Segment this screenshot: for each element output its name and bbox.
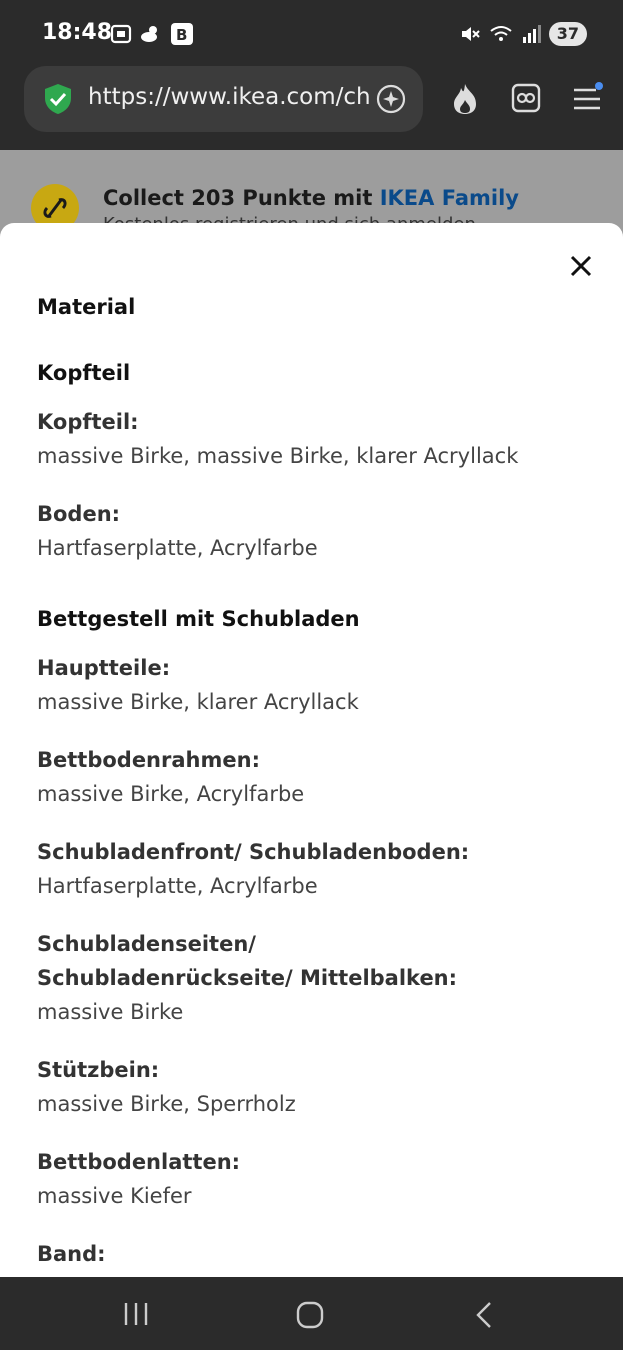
- address-bar[interactable]: [24, 66, 423, 132]
- shield-check-icon[interactable]: [42, 82, 74, 116]
- item-value: massive Birke, massive Birke, klarer Acryllack: [37, 444, 519, 468]
- item-value: massive Birke, Sperrholz: [37, 1092, 296, 1116]
- browser-toolbar: [0, 66, 623, 150]
- close-icon[interactable]: [568, 253, 594, 279]
- b-app-icon: [170, 22, 194, 46]
- group-kopfteil: [37, 361, 597, 565]
- status-right-icons: [459, 22, 587, 46]
- item-label: Bettbodenlatten:: [37, 1150, 241, 1174]
- url-text[interactable]: https://www.ikea.com/ch: [88, 84, 371, 110]
- item-label: Bettbodenrahmen:: [37, 748, 260, 772]
- battery-indicator: 37: [549, 22, 587, 46]
- list-item: [37, 835, 597, 903]
- item-value: massive Birke, Acrylfarbe: [37, 782, 305, 806]
- item-value: Hartfaserplatte, Acrylfarbe: [37, 536, 318, 560]
- item-label: Band:: [37, 1242, 106, 1266]
- promo-prefix: Collect 203 Punkte mit: [103, 186, 380, 210]
- item-value: massive Kiefer: [37, 1184, 192, 1208]
- promo-brand[interactable]: IKEA Family: [379, 186, 519, 210]
- tabs-infinity-icon[interactable]: [511, 82, 541, 114]
- svg-text:B: B: [176, 26, 188, 44]
- item-value: massive Birke: [37, 1000, 184, 1024]
- item-label: Boden:: [37, 502, 121, 526]
- status-bar: [0, 0, 623, 66]
- list-item: [37, 497, 597, 565]
- list-item: [37, 927, 597, 1029]
- list-item: [37, 1053, 597, 1121]
- screenshot-icon: [110, 23, 132, 45]
- sheet-content: [37, 295, 597, 1329]
- item-label: Hauptteile:: [37, 656, 171, 680]
- item-label: Schubladenseiten/ Schubladenrückseite/ Mittelbalken:: [37, 932, 458, 990]
- item-label: Schubladenfront/ Schubladenboden:: [37, 840, 470, 864]
- group-bettgestell: [37, 607, 597, 1305]
- back-icon[interactable]: [474, 1301, 496, 1329]
- status-left-icons: [110, 22, 194, 46]
- item-label: Kopfteil:: [37, 410, 139, 434]
- list-item: [37, 405, 597, 473]
- list-item: [37, 1145, 597, 1213]
- list-item: [37, 743, 597, 811]
- item-value: Hartfaserplatte, Acrylfarbe: [37, 874, 318, 898]
- weather-icon: [140, 23, 162, 45]
- mute-icon: [459, 23, 481, 45]
- group-title: Bettgestell mit Schubladen: [37, 607, 360, 631]
- item-value: massive Birke, klarer Acryllack: [37, 690, 359, 714]
- item-label: Stützbein:: [37, 1058, 160, 1082]
- material-sheet: [0, 223, 623, 1277]
- wifi-icon: [489, 23, 513, 45]
- system-nav-bar: [0, 1277, 623, 1350]
- section-title: Material: [37, 295, 136, 319]
- menu-icon[interactable]: [572, 82, 604, 114]
- list-item: [37, 651, 597, 719]
- group-title: Kopfteil: [37, 361, 131, 385]
- recent-apps-icon[interactable]: [122, 1301, 150, 1327]
- home-icon[interactable]: [296, 1301, 324, 1329]
- signal-icon: [521, 23, 541, 45]
- status-time: 18:48: [42, 20, 113, 45]
- promo-text[interactable]: [103, 186, 519, 210]
- sparkle-chat-icon[interactable]: [375, 83, 407, 115]
- flame-icon[interactable]: [450, 82, 480, 116]
